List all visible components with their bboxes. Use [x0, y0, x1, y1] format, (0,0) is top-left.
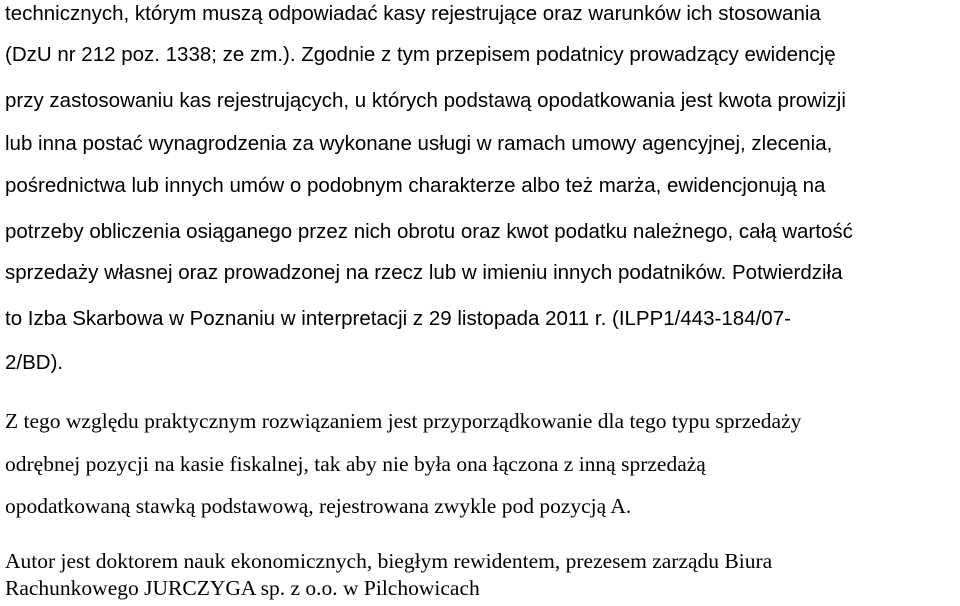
text-line: 2/BD).	[5, 351, 64, 374]
text-line: to Izba Skarbowa w Poznaniu w interpretacji z 29 listopada 2011 r. (ILPP1/443-184/07-	[5, 307, 791, 330]
document-page	[5, 0, 960, 606]
text-line: Z tego względu praktycznym rozwiązaniem jest przyporządkowanie dla tego typu sprzedaży	[5, 409, 802, 433]
text-line: pośrednictwa lub innych umów o podobnym charakterze albo też marża, ewidencjonują na	[5, 174, 826, 197]
text-line: (DzU nr 212 poz. 1338; ze zm.). Zgodnie z tym przepisem podatnicy prowadzący ewidencję	[5, 43, 836, 66]
text-line: sprzedaży własnej oraz prowadzonej na rzecz lub w imieniu innych podatników. Potwierdziła	[5, 261, 843, 284]
text-line: technicznych, którym muszą odpowiadać kasy rejestrujące oraz warunków ich stosowania	[5, 2, 821, 25]
text-line: przy zastosowaniu kas rejestrujących, u których podstawą opodatkowania jest kwota prowizji	[5, 89, 846, 112]
text-line: Rachunkowego JURCZYGA sp. z o.o. w Pilchowicach	[5, 576, 480, 600]
text-line: lub inna postać wynagrodzenia za wykonane usługi w ramach umowy agencyjnej, zlecenia,	[5, 132, 833, 155]
text-line: potrzeby obliczenia osiąganego przez nich obrotu oraz kwot podatku należnego, całą wartość	[5, 220, 853, 243]
text-line: opodatkowaną stawką podstawową, rejestrowana zwykle pod pozycją A.	[5, 494, 632, 518]
text-line: Autor jest doktorem nauk ekonomicznych, biegłym rewidentem, prezesem zarządu Biura	[5, 549, 773, 573]
text-line: odrębnej pozycji na kasie fiskalnej, tak aby nie była ona łączona z inną sprzedażą	[5, 452, 706, 476]
